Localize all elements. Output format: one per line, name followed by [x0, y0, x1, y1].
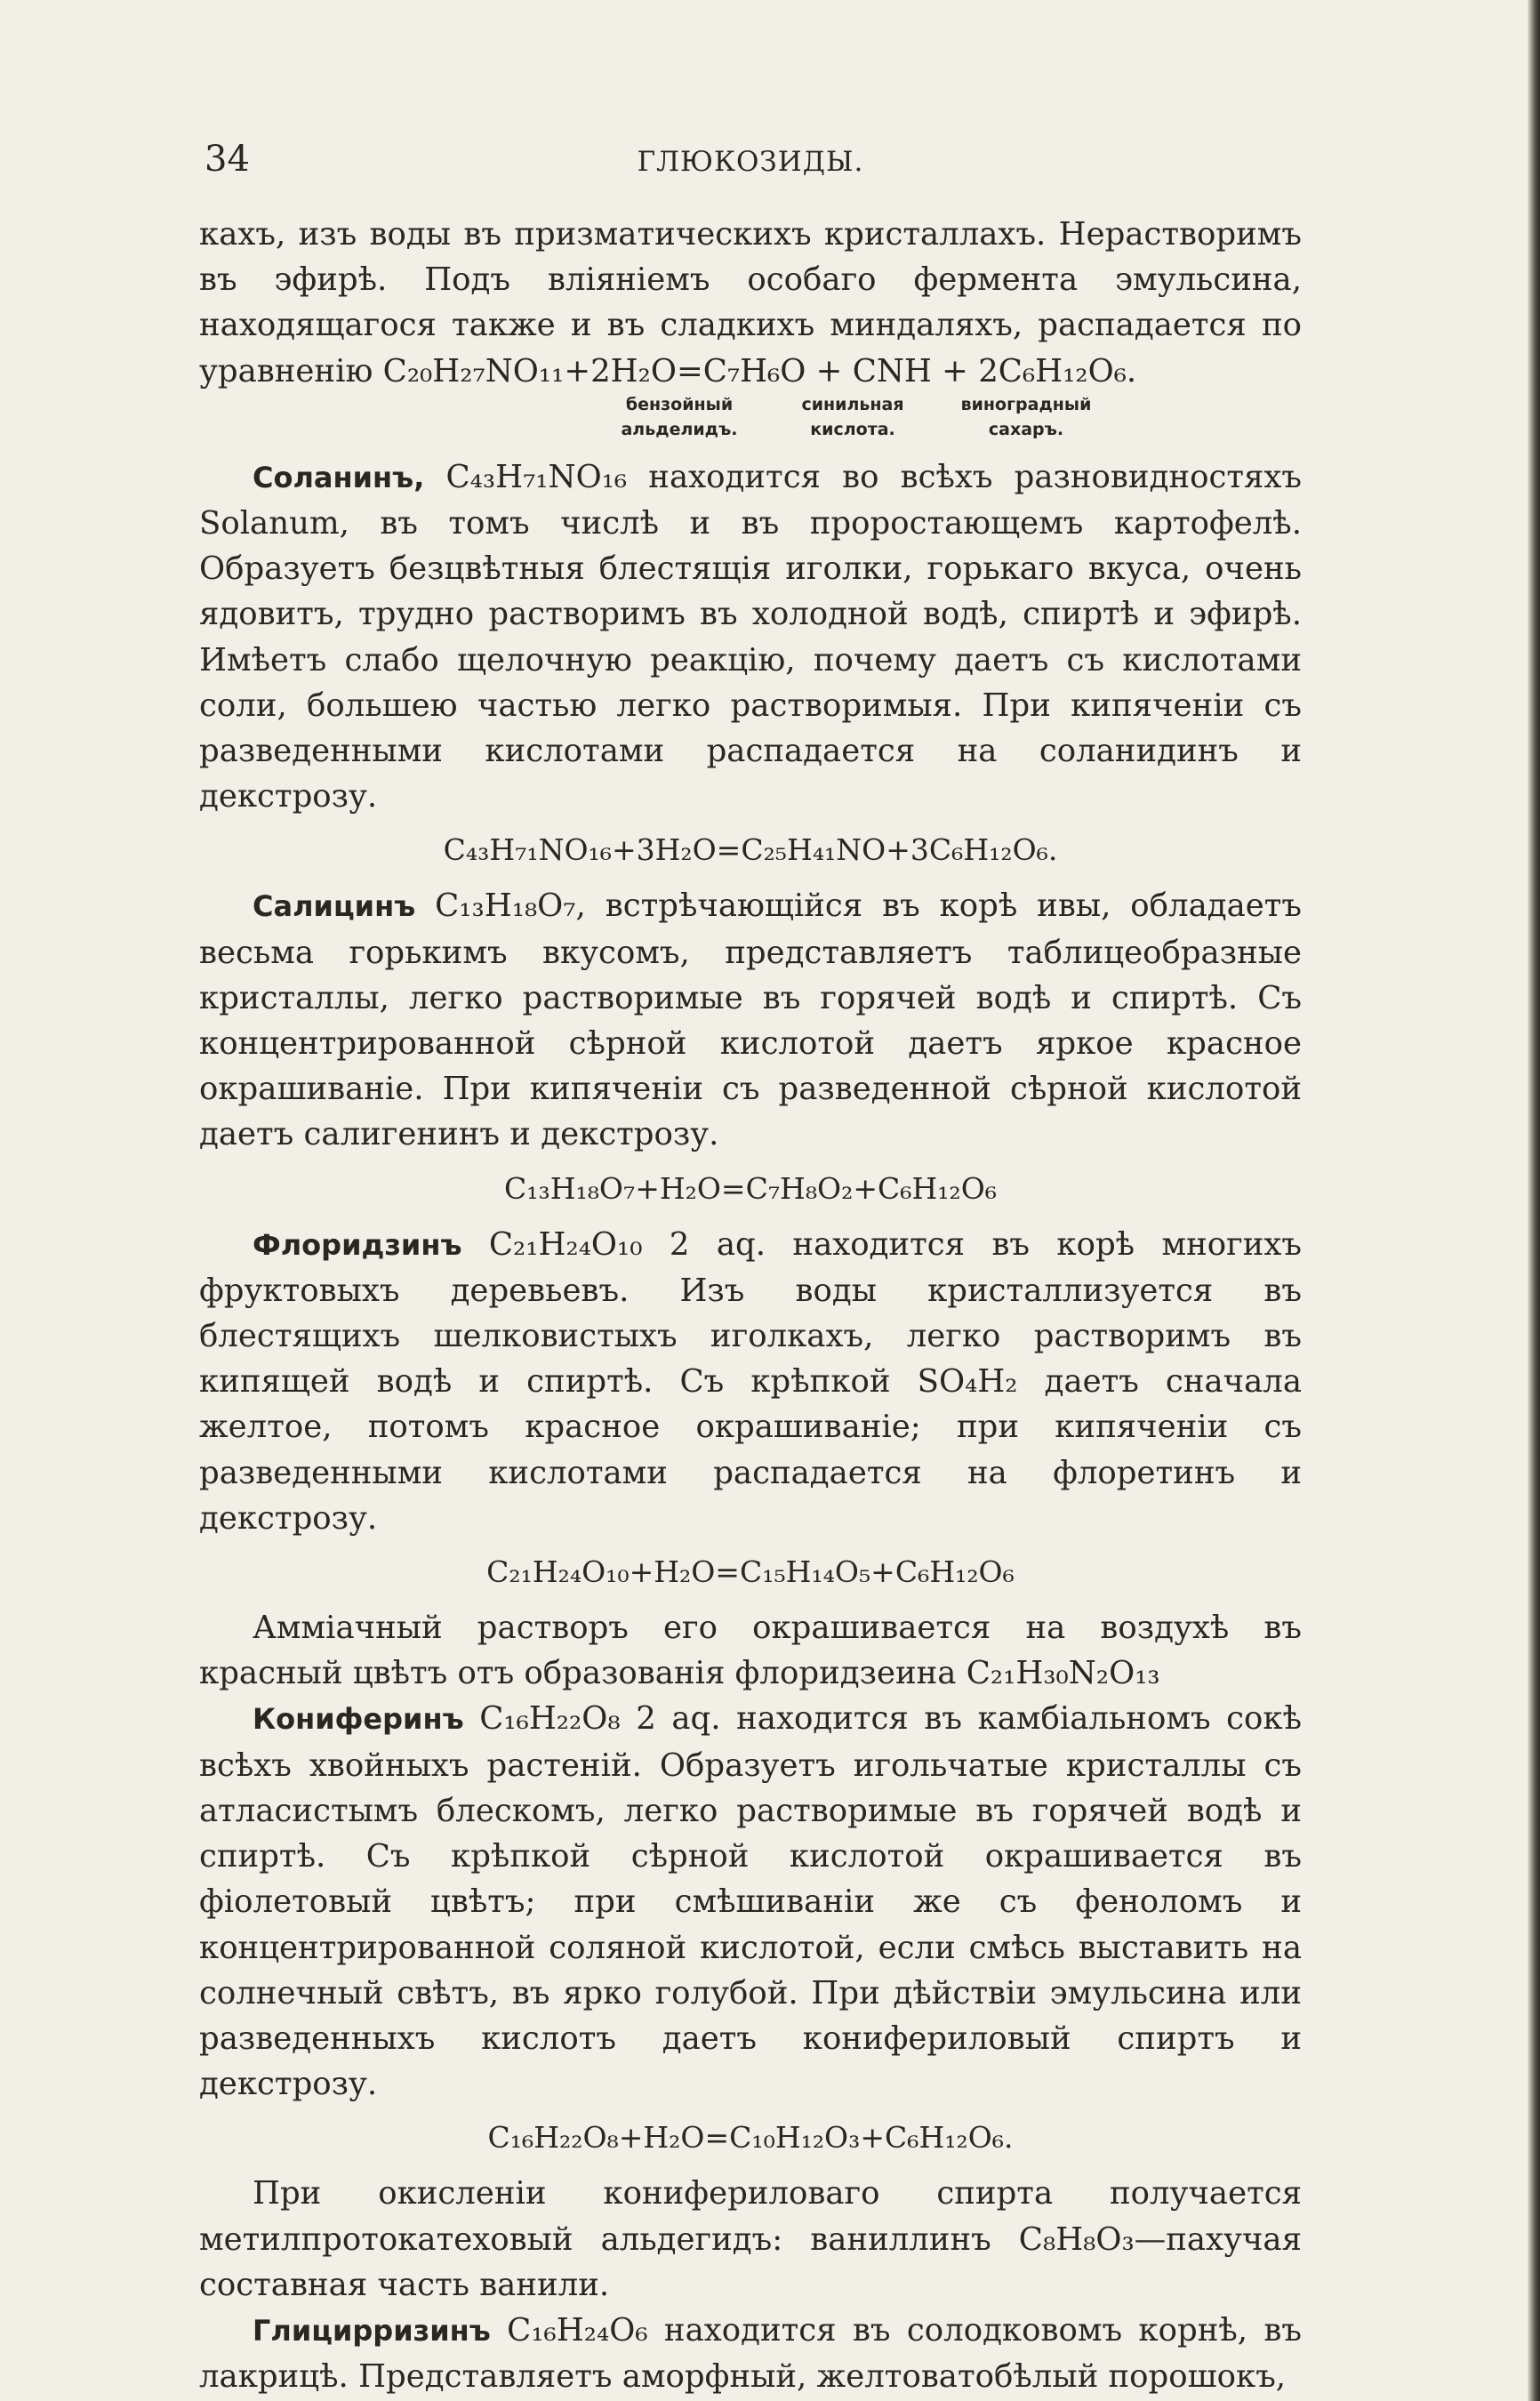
salicin-term: Салицинъ [253, 889, 416, 924]
glycyrrhizin-paragraph [199, 2308, 1302, 2399]
phloridzin-text: C₂₁H₂₄O₁₀ 2 aq. находится въ корѣ многихъ фруктовыхъ деревьевъ. Изъ воды кристаллизуется въ блестящихъ шелковистыхъ иголкахъ, легко растворимъ въ кипящей водѣ и спиртѣ. Съ крѣпкой SO₄H₂ даетъ сначала желтое, потомъ красное окрашиваніе; при кипяченіи съ разведенными кислотами распадается на флоретинъ и декстрозу. [199, 1225, 1302, 1537]
page-body [199, 212, 1302, 2399]
phloridzin-term: Флоридзинъ [253, 1227, 462, 1262]
salicin-text: C₁₃H₁₈O₇, встрѣчающійся въ корѣ ивы, обладаетъ весьма горькимъ вкусомъ, представляетъ таблицеобразные кристаллы, легко растворимые въ горячей водѣ и спиртѣ. Съ концентрированной сѣрной кислотой даетъ яркое красное окрашиваніе. При кипяченіи съ разведенной сѣрной кислотой даетъ салигенинъ и декстрозу. [199, 887, 1302, 1153]
phloridzin-note: Амміачный растворъ его окрашивается на воздухѣ въ красный цвѣтъ отъ образованія флоридзеина C₂₁H₃₀N₂O₁₃ [199, 1610, 1302, 1692]
solanin-paragraph [199, 454, 1302, 820]
glycyrrhizin-text: C₁₆H₂₄O₆ находится въ солодковомъ корнѣ, въ лакрицѣ. Представляетъ аморфный, желтоватобѣлый порошокъ, [199, 2311, 1302, 2396]
page-number: 34 [205, 139, 250, 180]
coniferin-term: Кониферинъ [253, 1702, 464, 1737]
running-head [199, 133, 1302, 187]
solanin-formula: C₄₃H₇₁NO₁₆+3H₂O=C₂₅H₄₁NO+3C₆H₁₂O₆. [443, 832, 1058, 868]
solanin-term: Соланинъ, [253, 460, 425, 494]
annotation-grape-sugar: виноградный сахаръ. [960, 394, 1092, 439]
running-title: ГЛЮКОЗИДЫ. [637, 146, 864, 178]
intro-paragraph [199, 212, 1302, 394]
intro-equation: C₂₀H₂₇NO₁₁+2H₂O=C₇H₆O + CNH + 2C₆H₁₂O₆. [382, 352, 1137, 389]
intro-text: кахъ, изъ воды въ призматическихъ кристаллахъ. Нерастворимъ въ эфирѣ. Подъ вліяніемъ особаго фермента эмульсина, находящагося также и въ сладкихъ миндаляхъ, распадается по уравненію [199, 216, 1302, 389]
coniferin-note: При окисленіи конифериловаго спирта получается метилпротокатеховый альдегидъ: ваниллинъ C₈H₈O₃—пахучая составная часть ванили. [199, 2175, 1302, 2303]
annotation-benzaldehyde: бензойный альделидъ. [621, 394, 738, 439]
solanin-text: C₄₃H₇₁NO₁₆ находится во всѣхъ разновидностяхъ Solanum, въ томъ числѣ и въ проростающемъ картофелѣ. Образуетъ безцвѣтныя блестящія иголки, горькаго вкуса, очень ядовитъ, трудно растворимъ въ холодной водѣ, спиртѣ и эфирѣ. Имѣетъ слабо щелочную реакцію, почему даетъ съ кислотами соли, большею частью легко растворимыя. При кипяченіи съ разведенными кислотами распадается на соланидинъ и декстрозу. [199, 458, 1302, 815]
salicin-formula: C₁₃H₁₈O₇+H₂O=C₇H₈O₂+C₆H₁₂O₆ [503, 1170, 997, 1206]
phloridzin-paragraph [199, 1222, 1302, 1541]
glycyrrhizin-term: Глицирризинъ [253, 2313, 491, 2348]
coniferin-paragraph [199, 1696, 1302, 2107]
salicin-paragraph [199, 883, 1302, 1157]
coniferin-text: C₁₆H₂₂O₈ 2 aq. находится въ камбіальномъ сокѣ всѣхъ хвойныхъ растеній. Образуетъ игольчатые кристаллы съ атласистымъ блескомъ, легко растворимые въ горячей водѣ и спиртѣ. Съ крѣпкой сѣрной кислотой окрашивается въ фіолетовый цвѣтъ; при смѣшиваніи же съ феноломъ и концентрированной соляной кислотой, если смѣсь выставить на солнечный свѣтъ, въ ярко голубой. При дѣйствіи эмульсина или разведенныхъ кислотъ даетъ конифериловый спиртъ и декстрозу. [199, 1700, 1302, 2103]
equation-annotations [199, 392, 1302, 454]
annotation-hydrocyanic-acid: синильная кислота. [801, 394, 904, 439]
coniferin-formula: C₁₆H₂₂O₈+H₂O=C₁₀H₁₂O₃+C₆H₁₂O₆. [487, 2120, 1014, 2156]
phloridzin-formula: C₂₁H₂₄O₁₀+H₂O=C₁₅H₁₄O₅+C₆H₁₂O₆ [486, 1554, 1015, 1590]
book-page [199, 133, 1302, 2399]
page-edge-shadow [1528, 0, 1540, 2401]
